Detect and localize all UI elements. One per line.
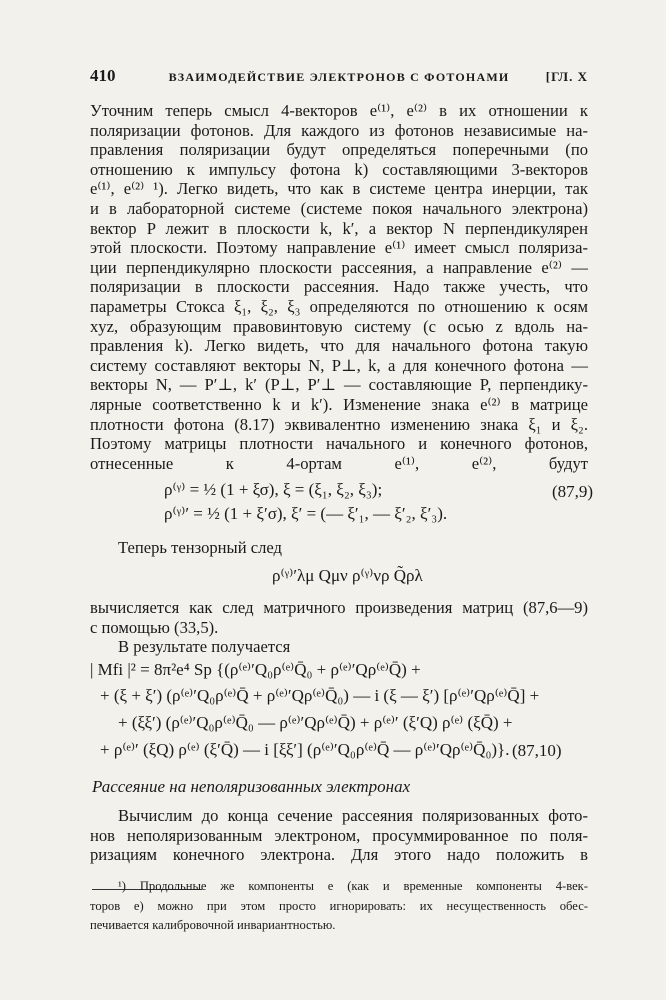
text-line: правления k). Легко видеть, что для начального фотона такую xyxy=(90,336,588,356)
paragraph-2 xyxy=(90,598,588,657)
formula-rho-gamma-prime: ρ⁽ᵞ⁾′ = ½ (1 + ξ′σ), ξ′ = (— ξ′₁, — ξ′₂, ξ′₃). xyxy=(164,504,448,523)
section-heading: Рассеяние на неполяризованных электронах xyxy=(92,777,411,796)
text-line: Уточним теперь смысл 4-векторов e⁽¹⁾, e⁽²⁾ в их отношении к xyxy=(90,101,588,120)
equation-number-87-9: (87,9) xyxy=(552,482,594,501)
text-line: ции перпендикулярно плоскости рассеяния, а направление e⁽²⁾ — xyxy=(90,257,588,277)
paragraph-1 xyxy=(90,101,588,493)
text-line: плотности фотона (8.17) эквивалентно изменению знака ξ₁ и ξ₂. xyxy=(90,414,588,434)
text-line: Поэтому матрицы плотности начального и конечного фотонов, xyxy=(90,434,588,454)
running-title: ВЗАИМОДЕЙСТВИЕ ЭЛЕКТРОНОВ С ФОТОНАМИ xyxy=(168,70,510,84)
text-line: с помощью (33,5). xyxy=(90,617,219,637)
text-line: параметры Стокса ξ₁, ξ₂, ξ₃ определяются по отношению к осям xyxy=(90,296,588,316)
text-line: лярные соответственно k и k′). Изменение знака e⁽²⁾ в матрице xyxy=(90,394,588,414)
footnote-line: торов e) можно при этом просто игнорировать: их несущественность обес- xyxy=(90,898,588,913)
running-header xyxy=(90,66,588,88)
text-line: вектор P лежит в плоскости k, k′, а вектор N перпендикулярен xyxy=(90,218,588,238)
formula-m-line-1: | Mfi |² = 8π²e⁴ Sp {(ρ⁽ᵉ⁾′Q₀ρ⁽ᵉ⁾Q̄₀ + ρ⁽ᵉ⁾′Qρ⁽ᵉ⁾Q̄) + xyxy=(90,660,421,679)
text-line: вычисляется как след матричного произведения матриц (87,6—9) xyxy=(90,598,588,617)
formula-m-line-2: + (ξ + ξ′) (ρ⁽ᵉ⁾′Q₀ρ⁽ᵉ⁾Q̄ + ρ⁽ᵉ⁾′Qρ⁽ᵉ⁾Q̄₀) — i (ξ — ξ′) [ρ⁽ᵉ⁾′Qρ⁽ᵉ⁾Q̄] + xyxy=(100,686,540,705)
text-line: ризациям конечного электрона. Для этого надо положить в xyxy=(90,845,588,865)
formula-m-line-3: + (ξξ′) (ρ⁽ᵉ⁾′Q₀ρ⁽ᵉ⁾Q̄₀ — ρ⁽ᵉ⁾′Qρ⁽ᵉ⁾Q̄) + ρ⁽ᵉ⁾′ (ξ′Q) ρ⁽ᵉ⁾ (ξQ̄) + xyxy=(118,713,513,732)
text-line: векторы N, — P′⊥, k′ (P⊥, P′⊥ — составляющие P, перпендику- xyxy=(90,375,588,395)
trace-intro: Теперь тензорный след xyxy=(118,538,282,557)
text-line: отношению к импульсу фотона k) составляющими 3-векторов xyxy=(90,159,588,179)
text-line: поляризации фотонов. Для каждого из фотонов независимые на- xyxy=(90,120,588,140)
page-number: 410 xyxy=(90,66,116,85)
formula-rho-gamma: ρ⁽ᵞ⁾ = ½ (1 + ξσ), ξ = (ξ₁, ξ₂, ξ₃); xyxy=(164,480,383,499)
text-line: поляризации в плоскости рассеяния. Надо также учесть, что xyxy=(90,277,588,297)
text-line: нов неполяризованным электроном, просуммированное по поля- xyxy=(90,825,588,845)
chapter-marker: [ГЛ. X xyxy=(545,69,588,84)
paragraph-3 xyxy=(90,806,588,865)
text-line: правления поляризации будут определяться поперечными (по xyxy=(90,140,588,160)
text-line: В результате получается xyxy=(118,637,291,657)
footnote-line: печивается калибровочной инвариантностью. xyxy=(90,918,336,933)
footnote-line: ¹) Продольные же компоненты e (как и временные компоненты 4-век- xyxy=(118,879,588,893)
text-line: и в лабораторной системе (системе покоя начального электрона) xyxy=(90,198,588,218)
text-line: e⁽¹⁾, e⁽²⁾ ¹). Легко видеть, что как в системе центра инерции, так xyxy=(90,179,588,199)
formula-m-line-4: + ρ⁽ᵉ⁾′ (ξQ) ρ⁽ᵉ⁾ (ξ′Q̄) — i [ξξ′] (ρ⁽ᵉ⁾′Q₀ρ⁽ᵉ⁾Q̄ — ρ⁽ᵉ⁾′Qρ⁽ᵉ⁾Q̄₀)}. xyxy=(100,740,510,759)
text-line: xyz, образующим правовинтовую систему (с осью z вдоль на- xyxy=(90,316,588,336)
formula-trace: ρ⁽ᵞ⁾′λμ Qμν ρ⁽ᵞ⁾νρ Q̃ρλ xyxy=(272,566,423,585)
text-line: Вычислим до конца сечение рассеяния поляризованных фото- xyxy=(118,806,588,825)
equation-number-87-10: (87,10) xyxy=(512,741,562,760)
text-line: этой плоскости. Поэтому направление e⁽¹⁾ имеет смысл поляриза- xyxy=(90,238,588,258)
text-line: систему составляют векторы N, P⊥, k, а для конечного фотона — xyxy=(90,355,588,375)
footnote xyxy=(90,878,588,937)
text-line: отнесенные к 4-ортам e⁽¹⁾, e⁽²⁾, будут xyxy=(90,453,588,473)
